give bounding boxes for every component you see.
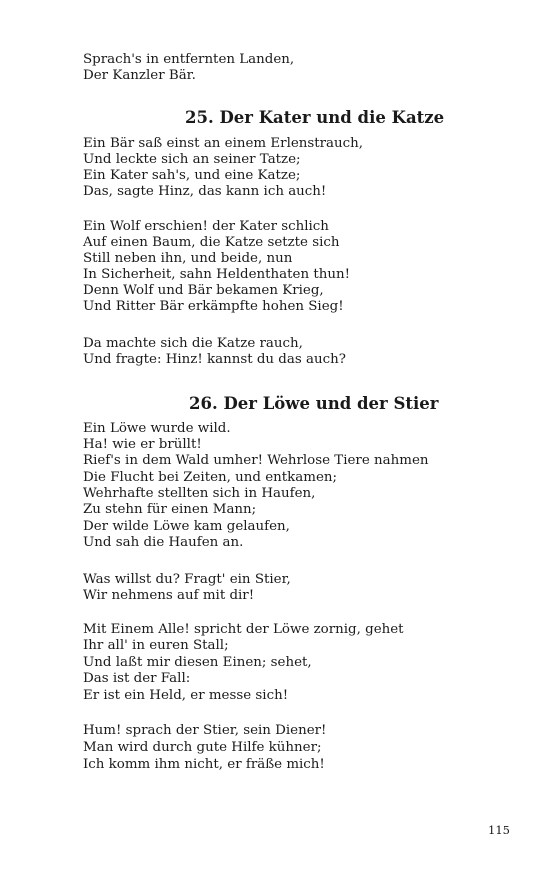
verse-line: Ein Wolf erschien! der Kater schlich	[83, 219, 329, 234]
verse-line: Und leckte sich an seiner Tatze;	[83, 152, 301, 167]
verse-line: Und laßt mir diesen Einen; sehet,	[83, 655, 312, 670]
verse-line: Ein Löwe wurde wild.	[83, 421, 231, 436]
poem-title: 25. Der Kater und die Katze	[185, 108, 445, 127]
verse-line: Und Ritter Bär erkämpfte hohen Sieg!	[83, 299, 344, 314]
verse-line: Was willst du? Fragt' ein Stier,	[83, 572, 291, 587]
intro-line: Der Kanzler Bär.	[83, 68, 196, 83]
verse-line: Man wird durch gute Hilfe kühner;	[83, 740, 322, 755]
verse-line: Ihr all' in euren Stall;	[83, 638, 229, 653]
verse-line: Ein Kater sah's, und eine Katze;	[83, 168, 301, 183]
verse-line: Und fragte: Hinz! kannst du das auch?	[83, 352, 346, 367]
verse-line: Auf einen Baum, die Katze setzte sich	[83, 235, 340, 250]
verse-line: Rief's in dem Wald umher! Wehrlose Tiere nahmen	[83, 453, 429, 468]
verse-line: Still neben ihn, und beide, nun	[83, 251, 293, 266]
verse-line: Der wilde Löwe kam gelaufen,	[83, 519, 290, 534]
verse-line: Wir nehmens auf mit dir!	[83, 588, 255, 603]
verse-line: Denn Wolf und Bär bekamen Krieg,	[83, 283, 324, 298]
verse-line: Mit Einem Alle! spricht der Löwe zornig, gehet	[83, 622, 404, 637]
verse-line: Zu stehn für einen Mann;	[83, 502, 257, 517]
poem-title: 26. Der Löwe und der Stier	[189, 394, 439, 413]
verse-line: Hum! sprach der Stier, sein Diener!	[83, 723, 327, 738]
verse-line: Das, sagte Hinz, das kann ich auch!	[83, 184, 327, 199]
verse-line: In Sicherheit, sahn Heldenthaten thun!	[83, 267, 350, 282]
verse-line: Die Flucht bei Zeiten, und entkamen;	[83, 470, 338, 485]
verse-line: Er ist ein Held, er messe sich!	[83, 688, 289, 703]
intro-line: Sprach's in entfernten Landen,	[83, 52, 295, 67]
verse-line: Und sah die Haufen an.	[83, 535, 244, 550]
verse-line: Ha! wie er brüllt!	[83, 437, 202, 452]
verse-line: Ich komm ihm nicht, er fräße mich!	[83, 757, 325, 772]
page-number: 115	[488, 823, 510, 837]
verse-line: Ein Bär saß einst an einem Erlenstrauch,	[83, 136, 364, 151]
verse-line: Das ist der Fall:	[83, 671, 191, 686]
verse-line: Da machte sich die Katze rauch,	[83, 336, 303, 351]
verse-line: Wehrhafte stellten sich in Haufen,	[83, 486, 316, 501]
